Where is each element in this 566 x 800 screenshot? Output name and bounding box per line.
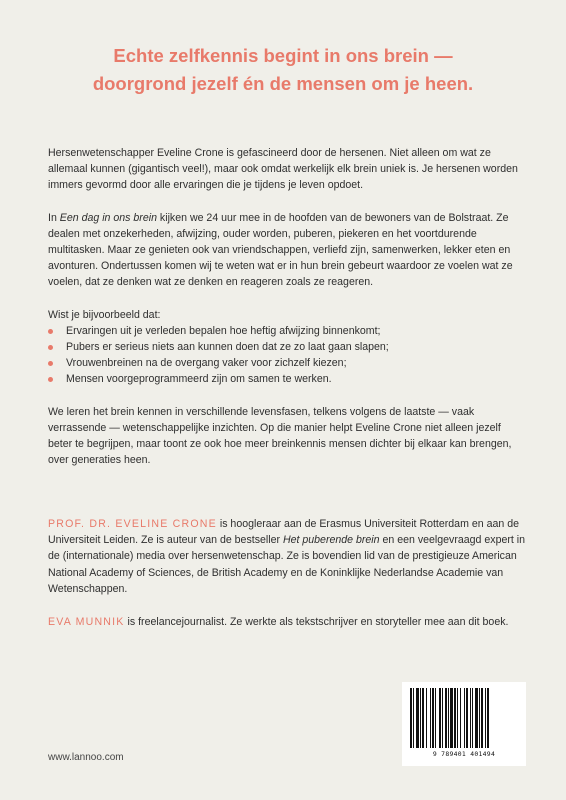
bio-munnik-text: is freelancejournalist. Ze werkte als tekstschrijver en storyteller mee aan dit boek. [124,616,509,628]
book-paragraph-text: kijken we 24 uur mee in de hoofden van de bewoners van de Bolstraat. Ze dealen met onzekerheden, afwijzing, ouder worden, puberen, piekeren en het voortdurende multitasken. Maar ze genieten ook van vriendschappen, verliefd zijn, samenwerken, lekker eten en avonturen. Ondertussen komen wij te weten wat er in hun brein gebeurt waardoor ze voelen wat ze voelen, dat ze denken wat ze denken en reageren zoals ze reageren. [48,211,513,289]
bio-munnik [48,614,526,630]
bio-crone-text-2: en een veelgevraagd expert in de (internationale) media over hersenwetenschap. Ze is bovendien lid van de prestigieuze American National Academy of Sciences, de British Academy en de Koninklijke Nederlandse Academie van Wetenschappen. [48,534,526,595]
bestseller-title: Het puberende brein [282,534,380,547]
list-item [48,355,526,371]
headline [30,42,536,98]
book-title: Een dag in ons brein [59,211,157,224]
list-item [48,323,526,339]
bullet-icon [48,329,53,334]
bullet-icon [48,345,53,350]
did-you-know-list [48,323,526,388]
headline-line-1: Echte zelfkennis begint in ons brein — [113,45,453,66]
list-item-text: Vrouwenbreinen na de overgang vaker voor zichzelf kiezen; [66,357,347,370]
bio-crone-text-1: is hoogleraar aan de Erasmus Universiteit Rotterdam en aan de Universiteit Leiden. Ze is auteur van de bestseller [48,518,519,547]
isbn-barcode [402,682,526,766]
bullet-icon [48,377,53,382]
bio-crone [48,516,526,597]
list-item-text: Ervaringen uit je verleden bepalen hoe heftig afwijzing binnenkomt; [66,324,381,337]
barcode-icon [410,688,518,748]
list-item-text: Pubers er serieus niets aan kunnen doen dat ze zo laat gaan slapen; [66,341,389,354]
book-paragraph-prefix: In [48,211,60,224]
closing-paragraph: We leren het brein kennen in verschillende levensfasen, telkens volgens de laatste — vaak verrassende — wetenschappelijke inzichten. Op die manier helpt Eveline Crone niet alleen jezelf beter te begrijpen, maar toont ze ook hoe meer breinkennis mensen dichter bij elkaar kan brengen, over generaties heen. [48,405,512,467]
author-name-munnik: EVA MUNNIK [48,616,125,628]
list-item-text: Mensen voorgeprogrammeerd zijn om samen te werken. [66,373,332,386]
author-name-crone: PROF. DR. EVELINE CRONE [48,518,217,530]
bullet-icon [48,361,53,366]
did-you-know-lead: Wist je bijvoorbeeld dat: [48,308,161,321]
publisher-website: www.lannoo.com [48,752,124,763]
book-paragraph [48,210,526,291]
list-item [48,339,526,355]
barcode-digits: 9 789401 401494 [432,750,496,758]
list-item [48,371,526,387]
blurb-body [48,145,526,484]
intro-paragraph: Hersenwetenschapper Eveline Crone is gefascineerd door de hersenen. Niet alleen om wat ze allemaal kunnen (gigantisch veel!), maar ook omdat werkelijk elk brein uniek is. Je hersenen worden immers gevormd door alle ervaringen die je tijdens je leven opdoet. [48,147,518,192]
headline-line-2: doorgrond jezelf én de mensen om je heen. [92,73,474,94]
